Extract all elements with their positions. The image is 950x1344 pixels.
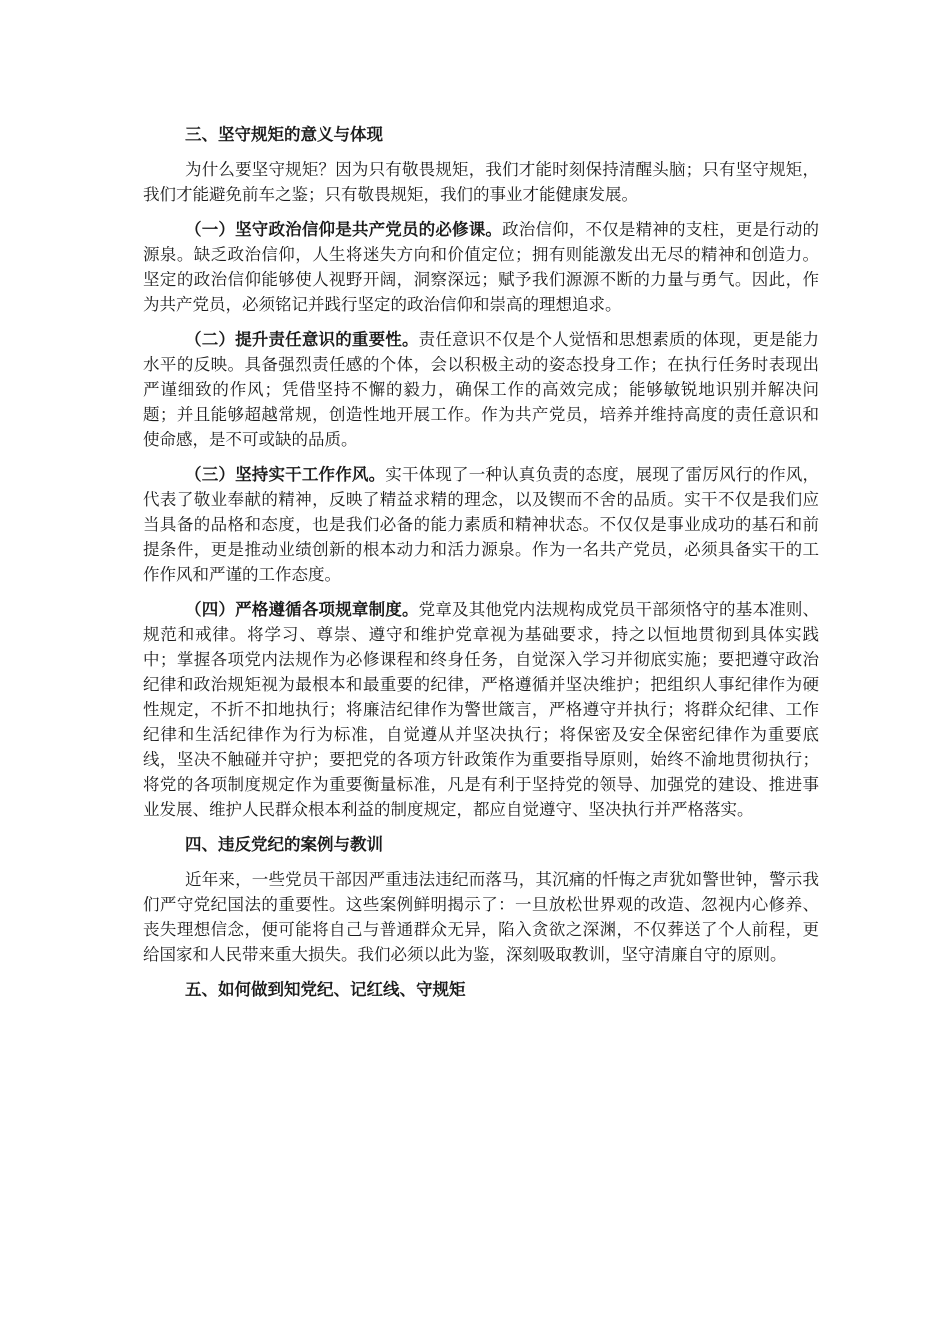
section-3-item-4 bbox=[143, 597, 819, 822]
item-4-body: 党章及其他党内法规构成党员干部须恪守的基本准则、规范和戒律。将学习、尊崇、遵守和维护党章视为基础要求，持之以恒地贯彻到具体实践中；掌握各项党内法规作为必修课程和终身任务，自觉深入学习并彻底实施；要把遵守政治纪律和政治规矩视为最根本和最重要的纪律，严格遵循并坚决维护；把组织人事纪律作为硬性规定，不折不扣地执行；将廉洁纪律作为警世箴言，严格遵守并执行；将群众纪律、工作纪律和生活纪律作为行为标准，自觉遵从并坚决执行；将保密及安全保密纪律作为重要底线，坚决不触碰并守护；要把党的各项方针政策作为重要指导原则，始终不渝地贯彻执行；将党的各项制度规定作为重要衡量标准，凡是有利于坚持党的领导、加强党的建设、推进事业发展、维护人民群众根本利益的制度规定，都应自觉遵守、坚决执行并严格落实。 bbox=[143, 600, 820, 819]
item-2-body: 责任意识不仅是个人觉悟和思想素质的体现，更是能力水平的反映。具备强烈责任感的个体，会以积极主动的姿态投身工作；在执行任务时表现出严谨细致的作风；凭借坚持不懈的毅力，确保工作的高效完成；能够敏锐地识别并解决问题；并且能够超越常规，创造性地开展工作。作为共产党员，培养并维持高度的责任意识和使命感，是不可或缺的品质。 bbox=[143, 330, 820, 449]
item-1-body: 政治信仰，不仅是精神的支柱，更是行动的源泉。缺乏政治信仰，人生将迷失方向和价值定位；拥有则能激发出无尽的精神和创造力。坚定的政治信仰能够使人视野开阔，洞察深远；赋予我们源源不断的力量与勇气。因此，作为共产党员，必须铭记并践行坚定的政治信仰和崇高的理想追求。 bbox=[143, 220, 820, 314]
section-3-item-2 bbox=[143, 327, 819, 452]
item-1-lead: （一）坚守政治信仰是共产党员的必修课。 bbox=[185, 220, 503, 239]
section-3-item-3 bbox=[143, 462, 819, 587]
section-4-body: 近年来，一些党员干部因严重违法违纪而落马，其沉痛的忏悔之声犹如警世钟，警示我们严守党纪国法的重要性。这些案例鲜明揭示了：一旦放松世界观的改造、忽视内心修养、丧失理想信念，便可能将自己与普通群众无异，陷入贪欲之深渊，不仅葬送了个人前程，更给国家和人民带来重大损失。我们必须以此为鉴，深刻吸取教训，坚守清廉自守的原则。 bbox=[143, 870, 819, 964]
section-4-heading: 四、违反党纪的案例与教训 bbox=[185, 835, 383, 854]
section-3-intro: 为什么要坚守规矩？因为只有敬畏规矩，我们才能时刻保持清醒头脑；只有坚守规矩，我们才能避免前车之鉴；只有敬畏规矩，我们的事业才能健康发展。 bbox=[143, 160, 819, 204]
section-3-heading: 三、坚守规矩的意义与体现 bbox=[185, 125, 383, 144]
document-page bbox=[143, 122, 819, 1012]
item-4-lead: （四）严格遵循各项规章制度。 bbox=[185, 600, 419, 619]
section-3-item-1 bbox=[143, 217, 819, 317]
item-3-body: 实干体现了一种认真负责的态度，展现了雷厉风行的作风，代表了敬业奉献的精神，反映了精益求精的理念，以及锲而不舍的品质。实干不仅是我们应当具备的品格和态度，也是我们必备的能力素质和精神状态。不仅仅是事业成功的基石和前提条件，更是推动业绩创新的根本动力和活力源泉。作为一名共产党员，必须具备实干的工作作风和严谨的工作态度。 bbox=[143, 465, 820, 584]
item-3-lead: （三）坚持实干工作作风。 bbox=[185, 465, 386, 484]
item-2-lead: （二）提升责任意识的重要性。 bbox=[185, 330, 419, 349]
section-5-heading: 五、如何做到知党纪、记红线、守规矩 bbox=[185, 980, 466, 999]
